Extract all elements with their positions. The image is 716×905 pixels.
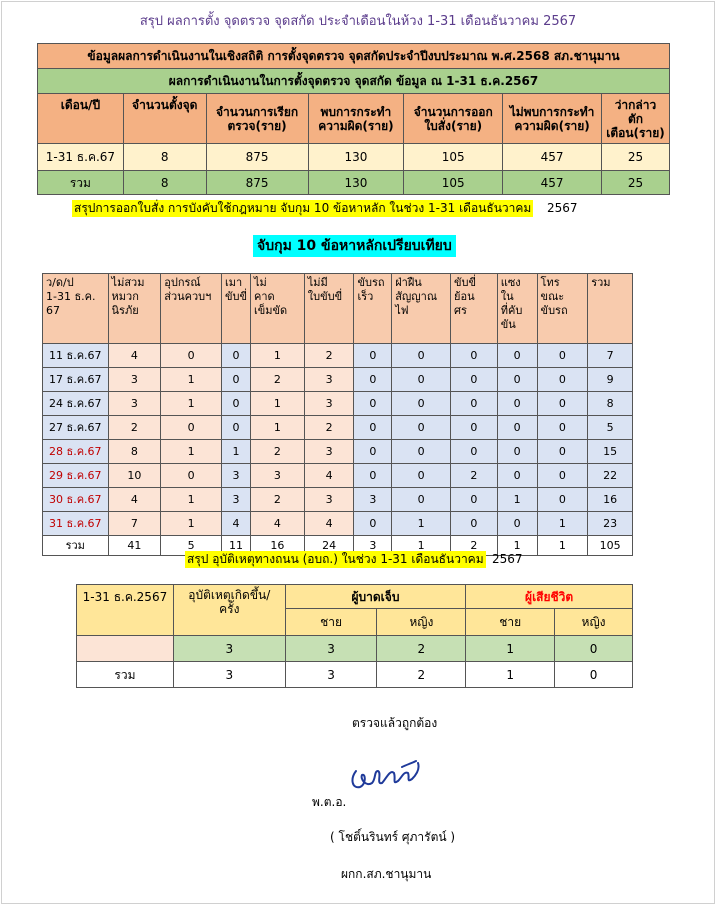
row-total: 5 bbox=[588, 416, 633, 440]
row-value: 2 bbox=[108, 416, 161, 440]
row-total: 8 bbox=[588, 392, 633, 416]
row-value: 4 bbox=[108, 344, 161, 368]
ticket-summary-note: สรุปการออกใบสั่ง การบังคับใช้กฎหมาย จับกุม 10 ข้อหาหลัก ในช่วง 1-31 เดือนธันวาคม bbox=[74, 201, 532, 215]
checkpoint-stats-table bbox=[37, 43, 670, 195]
row-value: 0 bbox=[451, 368, 498, 392]
row-value: 1 bbox=[392, 536, 451, 556]
row-value: 1 bbox=[221, 440, 250, 464]
row-value: 1 bbox=[250, 392, 304, 416]
row-date: 11 ธ.ค.67 bbox=[43, 344, 109, 368]
row-value: 0 bbox=[497, 464, 537, 488]
dead-male: ชาย bbox=[466, 609, 555, 636]
row-value: 0 bbox=[392, 392, 451, 416]
arrests-row bbox=[43, 368, 633, 392]
row-value: 1 bbox=[250, 344, 304, 368]
arrests-row bbox=[43, 512, 633, 536]
ticket-summary-year: 2567 bbox=[547, 201, 578, 215]
cell: 2 bbox=[377, 662, 466, 688]
acc-count-header: อุบัติเหตุเกิดขึ้น/ ครั้ง bbox=[173, 585, 285, 636]
row-value: 0 bbox=[537, 464, 588, 488]
row-value: 0 bbox=[354, 512, 392, 536]
row-value: 0 bbox=[497, 392, 537, 416]
row-total: 16 bbox=[588, 488, 633, 512]
stats-column-headers bbox=[38, 94, 670, 144]
col-checkpoints: จำนวนตั้งจุด bbox=[123, 94, 206, 144]
row-value: 3 bbox=[250, 464, 304, 488]
dead-female: หญิง bbox=[555, 609, 633, 636]
row-date: 24 ธ.ค.67 bbox=[43, 392, 109, 416]
row-value: 4 bbox=[250, 512, 304, 536]
row-value: 0 bbox=[497, 512, 537, 536]
stats-row bbox=[38, 144, 670, 171]
hdr-unsafe-overtake: แซงใน ที่คับ ขัน bbox=[497, 274, 537, 344]
row-value: 0 bbox=[354, 440, 392, 464]
cell: 3 bbox=[285, 636, 377, 662]
row-total: 15 bbox=[588, 440, 633, 464]
row-value: 16 bbox=[250, 536, 304, 556]
row-value: 0 bbox=[354, 416, 392, 440]
arrests-row bbox=[43, 488, 633, 512]
cell: รวม bbox=[77, 662, 174, 688]
cell: 875 bbox=[206, 144, 308, 171]
row-value: 7 bbox=[108, 512, 161, 536]
row-value: 1 bbox=[497, 536, 537, 556]
rank-text: พ.ต.อ. bbox=[312, 795, 347, 809]
row-date: รวม bbox=[43, 536, 109, 556]
row-value: 0 bbox=[497, 344, 537, 368]
cell: รวม bbox=[38, 171, 124, 195]
signer-name: ( โชติ์นรินทร์ ศุภารัตน์ ) bbox=[330, 830, 456, 844]
row-value: 0 bbox=[451, 512, 498, 536]
row-total: 9 bbox=[588, 368, 633, 392]
row-value: 0 bbox=[221, 416, 250, 440]
row-value: 4 bbox=[108, 488, 161, 512]
row-value: 4 bbox=[304, 464, 354, 488]
row-date: 31 ธ.ค.67 bbox=[43, 512, 109, 536]
row-total: 23 bbox=[588, 512, 633, 536]
row-value: 0 bbox=[221, 368, 250, 392]
acc-injured-header: ผู้บาดเจ็บ bbox=[285, 585, 466, 609]
row-value: 0 bbox=[392, 488, 451, 512]
hdr-date: ว/ด/ป 1-31 ธ.ค. 67 bbox=[43, 274, 109, 344]
cell: 0 bbox=[555, 662, 633, 688]
row-value: 4 bbox=[304, 512, 354, 536]
row-value: 0 bbox=[354, 464, 392, 488]
cell: 25 bbox=[601, 171, 669, 195]
col-offenses: พบการกระทำ ความผิด(ราย) bbox=[308, 94, 404, 144]
row-value: 0 bbox=[497, 440, 537, 464]
accident-table bbox=[76, 584, 633, 688]
row-value: 0 bbox=[354, 368, 392, 392]
row-value: 2 bbox=[304, 344, 354, 368]
hdr-equipment: อุปกรณ์ ส่วนควบฯ bbox=[161, 274, 222, 344]
cell: 25 bbox=[601, 144, 669, 171]
row-total: 105 bbox=[588, 536, 633, 556]
injured-male: ชาย bbox=[285, 609, 377, 636]
col-warnings: ว่ากล่าว ตักเตือน(ราย) bbox=[601, 94, 669, 144]
cell: 875 bbox=[206, 171, 308, 195]
row-value: 3 bbox=[354, 536, 392, 556]
cell: 130 bbox=[308, 144, 404, 171]
arrests-row bbox=[43, 344, 633, 368]
row-value: 41 bbox=[108, 536, 161, 556]
row-value: 0 bbox=[221, 344, 250, 368]
col-month: เดือน/ปี bbox=[38, 94, 124, 144]
row-value: 0 bbox=[161, 464, 222, 488]
acc-dead-header: ผู้เสียชีวิต bbox=[466, 585, 633, 609]
row-value: 2 bbox=[451, 536, 498, 556]
row-value: 3 bbox=[221, 488, 250, 512]
row-value: 0 bbox=[451, 416, 498, 440]
row-value: 1 bbox=[161, 368, 222, 392]
cell: 2 bbox=[377, 636, 466, 662]
row-value: 0 bbox=[451, 440, 498, 464]
col-tickets: จำนวนการออก ใบสั่ง(ราย) bbox=[404, 94, 503, 144]
acc-period: 1-31 ธ.ค.2567 bbox=[77, 585, 174, 636]
row-date: 29 ธ.ค.67 bbox=[43, 464, 109, 488]
row-value: 0 bbox=[354, 344, 392, 368]
cell: 457 bbox=[503, 171, 602, 195]
cell: 105 bbox=[404, 171, 503, 195]
row-value: 0 bbox=[392, 416, 451, 440]
arrests-row bbox=[43, 464, 633, 488]
row-value: 1 bbox=[161, 488, 222, 512]
arrests-header-row bbox=[43, 274, 633, 344]
page-title: สรุป ผลการตั้ง จุดตรวจ จุดสกัด ประจำเดือนในห้วง 1-31 เดือนธันวาคม 2567 bbox=[139, 14, 577, 29]
row-value: 2 bbox=[304, 416, 354, 440]
stats-header-2: ผลการดำเนินงานในการตั้งจุดตรวจ จุดสกัด ข้อมูล ณ 1-31 ธ.ค.2567 bbox=[38, 69, 670, 94]
hdr-drunk: เมา ขับขี่ bbox=[221, 274, 250, 344]
row-value: 0 bbox=[161, 416, 222, 440]
row-value: 5 bbox=[161, 536, 222, 556]
stats-total-row bbox=[38, 171, 670, 195]
hdr-phone: โทร ขณะ ขับรถ bbox=[537, 274, 588, 344]
cell: 105 bbox=[404, 144, 503, 171]
row-date: 27 ธ.ค.67 bbox=[43, 416, 109, 440]
arrests-table bbox=[42, 273, 633, 556]
cell: 3 bbox=[173, 662, 285, 688]
injured-female: หญิง bbox=[377, 609, 466, 636]
row-value: 1 bbox=[161, 440, 222, 464]
row-value: 0 bbox=[537, 416, 588, 440]
row-total: 7 bbox=[588, 344, 633, 368]
hdr-speeding: ขับรถ เร็ว bbox=[354, 274, 392, 344]
row-value: 0 bbox=[451, 488, 498, 512]
col-no-offense: ไม่พบการกระทำ ความผิด(ราย) bbox=[503, 94, 602, 144]
row-value: 0 bbox=[392, 344, 451, 368]
acc-row bbox=[77, 636, 633, 662]
cell: 3 bbox=[173, 636, 285, 662]
row-value: 3 bbox=[108, 392, 161, 416]
hdr-no-license: ไม่มี ใบขับขี่ bbox=[304, 274, 354, 344]
arrests-row bbox=[43, 392, 633, 416]
cell: 1-31 ธ.ค.67 bbox=[38, 144, 124, 171]
row-date: 28 ธ.ค.67 bbox=[43, 440, 109, 464]
cell bbox=[77, 636, 174, 662]
row-value: 0 bbox=[537, 368, 588, 392]
row-value: 0 bbox=[537, 344, 588, 368]
cell: 8 bbox=[123, 171, 206, 195]
cell: 8 bbox=[123, 144, 206, 171]
arrests-row bbox=[43, 440, 633, 464]
row-value: 1 bbox=[497, 488, 537, 512]
row-value: 1 bbox=[161, 392, 222, 416]
cell: 1 bbox=[466, 636, 555, 662]
row-value: 1 bbox=[537, 512, 588, 536]
row-value: 11 bbox=[221, 536, 250, 556]
row-value: 2 bbox=[250, 488, 304, 512]
row-value: 3 bbox=[221, 464, 250, 488]
col-inspected: จำนวนการเรียก ตรวจ(ราย) bbox=[206, 94, 308, 144]
hdr-wrong-way: ขับขี่ ย้อน ศร bbox=[451, 274, 498, 344]
row-value: 3 bbox=[354, 488, 392, 512]
cell: 457 bbox=[503, 144, 602, 171]
row-value: 0 bbox=[392, 464, 451, 488]
row-date: 17 ธ.ค.67 bbox=[43, 368, 109, 392]
acc-total-row bbox=[77, 662, 633, 688]
arrests-row bbox=[43, 416, 633, 440]
arrests-body bbox=[43, 344, 633, 556]
row-total: 22 bbox=[588, 464, 633, 488]
row-value: 3 bbox=[304, 368, 354, 392]
row-value: 2 bbox=[451, 464, 498, 488]
row-value: 2 bbox=[250, 368, 304, 392]
row-date: 30 ธ.ค.67 bbox=[43, 488, 109, 512]
cell: 1 bbox=[466, 662, 555, 688]
row-value: 10 bbox=[108, 464, 161, 488]
hdr-red-light: ฝ่าฝืน สัญญาณ ไฟ bbox=[392, 274, 451, 344]
row-value: 3 bbox=[108, 368, 161, 392]
row-value: 1 bbox=[161, 512, 222, 536]
accident-summary-note: สรุป อุบัติเหตุทางถนน (อบถ.) ในช่วง 1-31 เดือนธันวาคม bbox=[187, 552, 484, 566]
row-value: 0 bbox=[537, 488, 588, 512]
row-value: 0 bbox=[497, 368, 537, 392]
row-value: 0 bbox=[451, 344, 498, 368]
row-value: 0 bbox=[537, 440, 588, 464]
row-value: 1 bbox=[392, 512, 451, 536]
row-value: 0 bbox=[161, 344, 222, 368]
accident-summary-year: 2567 bbox=[492, 552, 523, 566]
cell: 130 bbox=[308, 171, 404, 195]
signature-image bbox=[346, 757, 426, 795]
row-value: 4 bbox=[221, 512, 250, 536]
row-value: 0 bbox=[221, 392, 250, 416]
row-value: 24 bbox=[304, 536, 354, 556]
row-value: 1 bbox=[537, 536, 588, 556]
row-value: 0 bbox=[451, 392, 498, 416]
hdr-no-helmet: ไม่สวม หมวก นิรภัย bbox=[108, 274, 161, 344]
verified-text: ตรวจแล้วถูกต้อง bbox=[352, 716, 438, 730]
row-value: 0 bbox=[354, 392, 392, 416]
row-value: 1 bbox=[250, 416, 304, 440]
row-value: 3 bbox=[304, 488, 354, 512]
row-value: 0 bbox=[392, 440, 451, 464]
row-value: 8 bbox=[108, 440, 161, 464]
row-value: 0 bbox=[497, 416, 537, 440]
signer-position: ผกก.สภ.ชานุมาน bbox=[341, 867, 432, 881]
hdr-total: รวม bbox=[588, 274, 633, 344]
row-value: 2 bbox=[250, 440, 304, 464]
row-value: 3 bbox=[304, 392, 354, 416]
cell: 3 bbox=[285, 662, 377, 688]
row-value: 0 bbox=[537, 392, 588, 416]
hdr-no-seatbelt: ไม่ คาด เข็มขัด bbox=[250, 274, 304, 344]
cell: 0 bbox=[555, 636, 633, 662]
row-value: 3 bbox=[304, 440, 354, 464]
stats-header-1: ข้อมูลผลการดำเนินงานในเชิงสถิติ การตั้งจุดตรวจ จุดสกัดประจำปีงบประมาณ พ.ศ.2568 สภ.ชานุมาน bbox=[38, 44, 670, 69]
row-value: 0 bbox=[392, 368, 451, 392]
comparison-title: จับกุม 10 ข้อหาหลักเปรียบเทียบ bbox=[253, 235, 456, 257]
